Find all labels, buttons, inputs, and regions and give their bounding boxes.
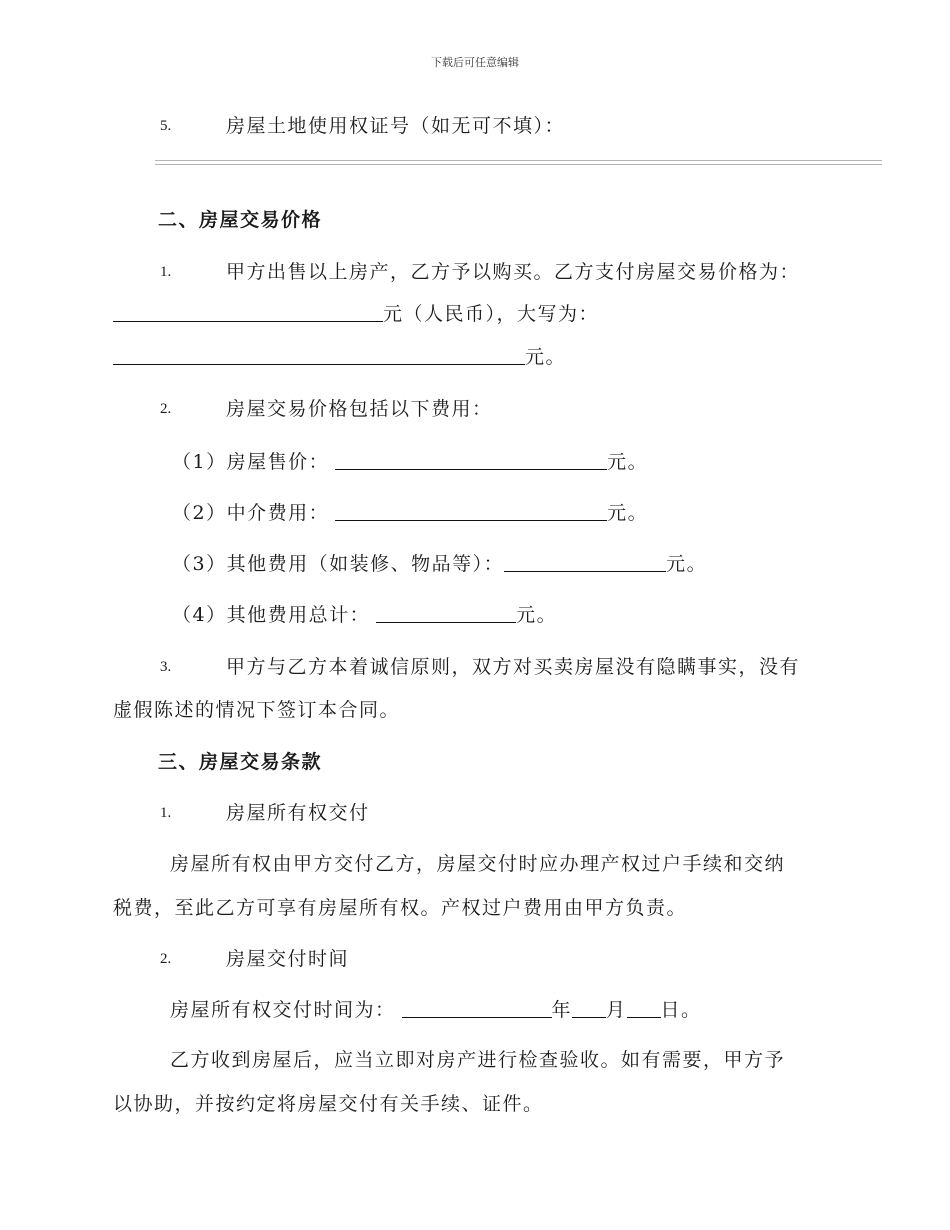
year-blank[interactable] [402, 999, 552, 1018]
item-5-number: 5. [160, 118, 172, 134]
divider-line [155, 164, 882, 165]
clause-3-2-body: 乙方收到房屋后，应当立即对房产进行检查验收。如有需要，甲方予 [170, 1049, 786, 1071]
price-line [113, 301, 599, 327]
page-header: 下载后可任意编辑 [431, 56, 519, 69]
year-label: 年 [551, 999, 573, 1021]
fee-suffix: 元。 [516, 604, 558, 626]
clause-2-2-number: 2. [160, 401, 172, 417]
clause-2-3-cont: 虚假陈述的情况下签订本合同。 [113, 699, 401, 721]
section-2-heading: 二、房屋交易价格 [158, 209, 323, 231]
price-blank[interactable] [113, 303, 383, 322]
fee-item [172, 602, 557, 628]
clause-3-2-title: 房屋交付时间 [226, 948, 350, 970]
month-blank[interactable] [572, 999, 606, 1018]
item-5-text: 房屋土地使用权证号（如无可不填）： [226, 115, 566, 137]
fee-blank[interactable] [335, 451, 607, 470]
fee-label: （1）房屋售价： [172, 451, 330, 473]
clause-2-1-text: 甲方出售以上房产，乙方予以购买。乙方支付房屋交易价格为： [226, 261, 801, 283]
fee-suffix: 元。 [666, 553, 708, 575]
clause-2-2-text: 房屋交易价格包括以下费用： [226, 398, 493, 420]
fee-label: （2）中介费用： [172, 502, 330, 524]
price-words-suffix: 元。 [525, 346, 567, 368]
clause-3-2-body-cont: 以协助，并按约定将房屋交付有关手续、证件。 [113, 1093, 544, 1115]
fee-label: （3）其他费用（如装修、物品等）： [172, 553, 505, 575]
fee-blank[interactable] [504, 553, 666, 572]
clause-2-3-number: 3. [160, 659, 172, 675]
fee-item [172, 449, 648, 475]
price-suffix: 元（人民币），大写为： [383, 303, 600, 325]
fee-label: （4）其他费用总计： [172, 604, 371, 626]
month-label: 月 [606, 999, 627, 1021]
day-label: 日。 [660, 999, 702, 1021]
clause-3-1-body-cont: 税费，至此乙方可享有房屋所有权。产权过户费用由甲方负责。 [113, 897, 688, 919]
clause-2-1-number: 1. [160, 264, 172, 280]
delivery-time-label: 房屋所有权交付时间为： [170, 999, 396, 1021]
clause-3-2-number: 2. [160, 951, 172, 967]
clause-3-1-title: 房屋所有权交付 [226, 802, 370, 824]
fee-item [172, 551, 707, 577]
divider-line [155, 160, 882, 161]
fee-item [172, 500, 648, 526]
clause-3-1-number: 1. [160, 805, 172, 821]
clause-2-3-text: 甲方与乙方本着诚信原则，双方对买卖房屋没有隐瞒事实，没有 [226, 656, 801, 678]
fee-blank[interactable] [335, 502, 607, 521]
fee-suffix: 元。 [607, 451, 649, 473]
clause-3-1-body: 房屋所有权由甲方交付乙方，房屋交付时应办理产权过户手续和交纳 [170, 853, 786, 875]
price-words-line [113, 344, 566, 370]
section-3-heading: 三、房屋交易条款 [158, 751, 323, 773]
day-blank[interactable] [627, 999, 661, 1018]
delivery-time-line [170, 997, 702, 1023]
fee-suffix: 元。 [607, 502, 649, 524]
fee-blank[interactable] [376, 604, 516, 623]
price-words-blank[interactable] [113, 346, 525, 365]
